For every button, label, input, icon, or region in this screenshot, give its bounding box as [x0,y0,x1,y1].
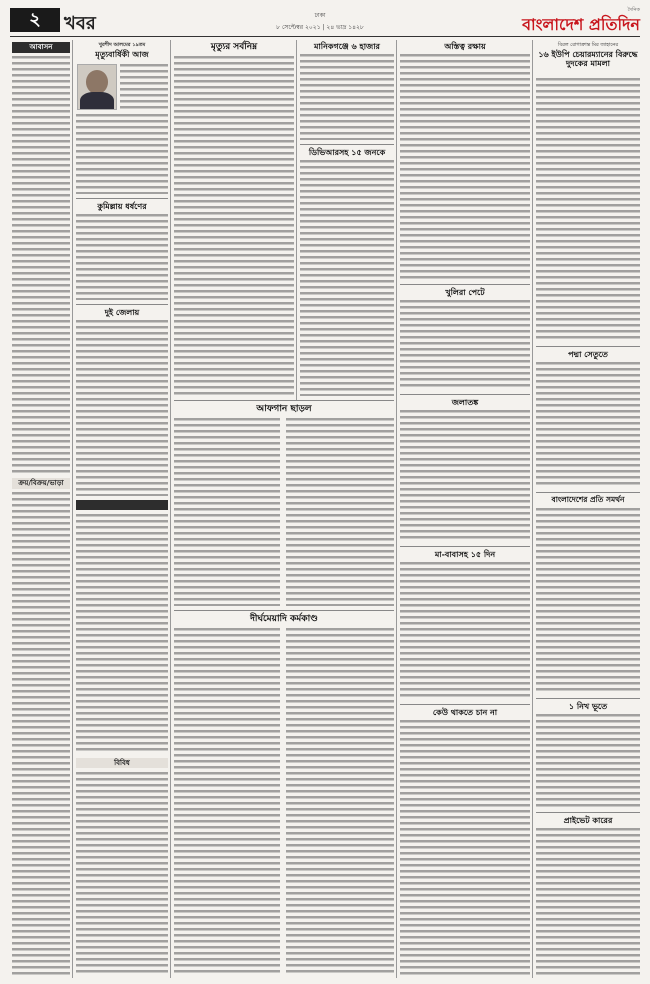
article-text [400,54,530,280]
header-date: ৮ সেপ্টেম্বর ২০২১ | ২৪ ভাদ্র ১৪২৮ [276,24,364,31]
article-text [300,54,394,140]
logo-tagline: দৈনিক [627,7,640,13]
divider [76,198,168,199]
article-text [536,714,640,808]
divider [400,284,530,285]
headline-kumilla: কুমিল্লায় ধর্ষণের [97,201,147,211]
article-text [400,410,530,542]
article-text [400,562,530,700]
article-text [536,828,640,976]
masthead-logo [488,8,640,34]
divider [400,394,530,395]
divider [400,546,530,547]
section-name: খবর [64,13,96,34]
logo-text: বাংলাদেশ প্রতিদিন [522,15,640,34]
divider [536,346,640,347]
article-text [536,508,640,694]
headline-dui-jelay: দুই জেলায় [104,307,140,317]
headline-manikganj: মানিকগঞ্জে ৬ হাজার [314,41,380,51]
headline-rabies: জলাতঙ্ক [451,397,479,407]
right-headline: ১৬ ইউপি চেয়ারম্যানের বিরুদ্ধে দুদকের মামলা [538,49,638,69]
article-text [76,320,168,496]
divider [76,304,168,305]
obit-photo [77,64,117,110]
classified-box [76,500,168,510]
obit-text [76,114,168,194]
article-text [286,628,394,976]
article-text [536,362,640,488]
headline-dvr: ডিভিআরসহ ১৫ জনকে [308,147,386,157]
headline-padma: পদ্মা সেতুতে [568,349,608,359]
divider [536,698,640,699]
classified-text [12,56,70,474]
article-text [286,418,394,606]
header-rule [10,36,640,37]
classified-text [76,514,168,752]
divider [174,610,394,611]
article-text [174,418,280,606]
article-text [76,214,168,300]
classified-section-title-2: ক্রয়/বিক্রয়/ভাড়া [12,478,70,489]
article-text [174,628,280,976]
headline-existence: অস্তিত্ব রক্ষায় [444,41,486,51]
classified-text [12,492,70,976]
classified-section-title: আবাসন [12,42,70,53]
page-number: ২ [10,8,60,32]
divider [536,812,640,813]
column-divider [296,40,297,400]
divider [400,704,530,705]
headline-afghan: আফগান ছাড়ল [256,404,312,414]
headline-support: বাংলাদেশের প্রতি সমর্থন [551,495,625,504]
column-divider [72,40,73,978]
divider [300,144,394,145]
page-header [10,8,640,34]
obit-text [120,64,168,110]
classified-text [76,772,168,976]
obit-headline: মৃত্যুবার্ষিকী আজ [95,49,149,59]
headline-death-lowest: মৃত্যুর সর্বনিম্ন [210,42,258,52]
header-top-note: ঢাকা [314,12,326,19]
article-text [174,56,294,396]
headline-khulira: খুলিরা পেটে [445,287,485,297]
headline-no-one-stays: কেউ থাকতে চান না [432,707,498,717]
divider [536,492,640,493]
headline-nikh: ১ নিখ ভূতে [568,701,608,711]
headline-private-car: প্রাইভেট কারের [563,815,613,825]
column-divider [170,40,171,978]
article-text [300,160,394,396]
obit-kicker: খুরশীদ আলমের ১৯তম [98,42,146,48]
column-divider [532,40,533,978]
headline-long-term: দীর্ঘমেয়াদি কর্মকাণ্ড [250,614,318,624]
bibidh-title: বিবিধ [76,758,168,768]
headline-parents: মা-বাবাসহ ১৫ দিন [434,549,496,559]
divider [174,400,394,401]
right-kicker: বিরল রোগাক্রান্ত মির জাহানের [557,42,619,48]
article-text [400,720,530,976]
article-text [400,300,530,390]
article-text [536,78,640,342]
column-divider [396,40,397,978]
